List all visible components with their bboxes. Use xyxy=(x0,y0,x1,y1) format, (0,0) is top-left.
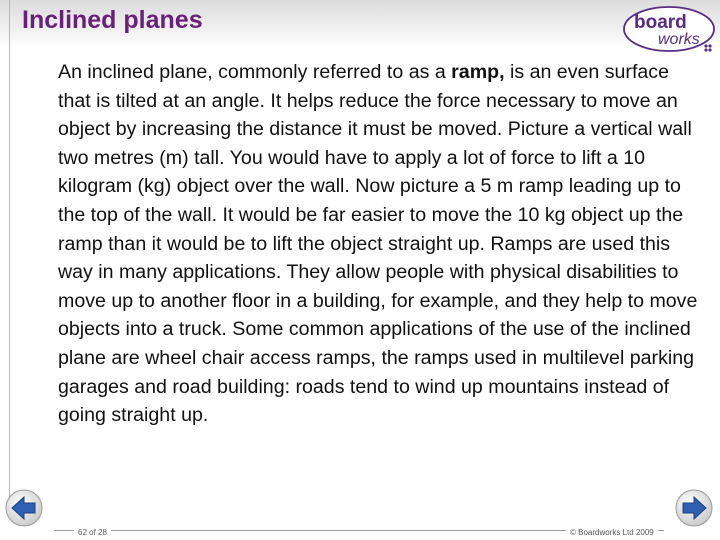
body-text-part-1: An inclined plane, commonly referred to as a xyxy=(58,61,452,83)
body-text-bold-ramp: ramp, xyxy=(451,61,505,83)
body-text xyxy=(58,58,706,430)
body-text-part-2: is an even surface that is tilted at an angle. It helps reduce the force necessary to move an object by increasing the distance it must be moved. Picture a vertical wall two metres (m) tall. You would have to apply a lot of force to lift a 10 kilogram (kg) object over the wall. Now picture a 5 m ramp leading up to the top of the wall. It would be far easier to move the 10 kg object up the ramp than it would be to lift the object straight up. Ramps are used this way in many applications. They allow people with physical disabilities to move up to another floor in a building, for example, and they help to move objects into a truck. Some common applications of the use of the inclined plane are wheel chair access ramps, the ramps used in multilevel parking garages and road building: roads tend to wind up mountains instead of going straight up. xyxy=(58,61,698,427)
slide-title: Inclined planes xyxy=(22,6,203,34)
next-slide-button[interactable] xyxy=(674,488,714,528)
logo-dots xyxy=(704,44,711,51)
arrow-left-icon xyxy=(4,488,44,528)
logo-text-board: board xyxy=(634,12,687,33)
arrow-right-icon xyxy=(674,488,714,528)
logo-text-works: works xyxy=(658,31,700,48)
left-margin-rule xyxy=(9,0,10,510)
previous-slide-button[interactable] xyxy=(4,488,44,528)
page-number: 62 of 28 xyxy=(74,528,111,537)
copyright-notice: © Boardworks Ltd 2009 xyxy=(566,528,658,537)
boardworks-logo xyxy=(622,4,718,58)
